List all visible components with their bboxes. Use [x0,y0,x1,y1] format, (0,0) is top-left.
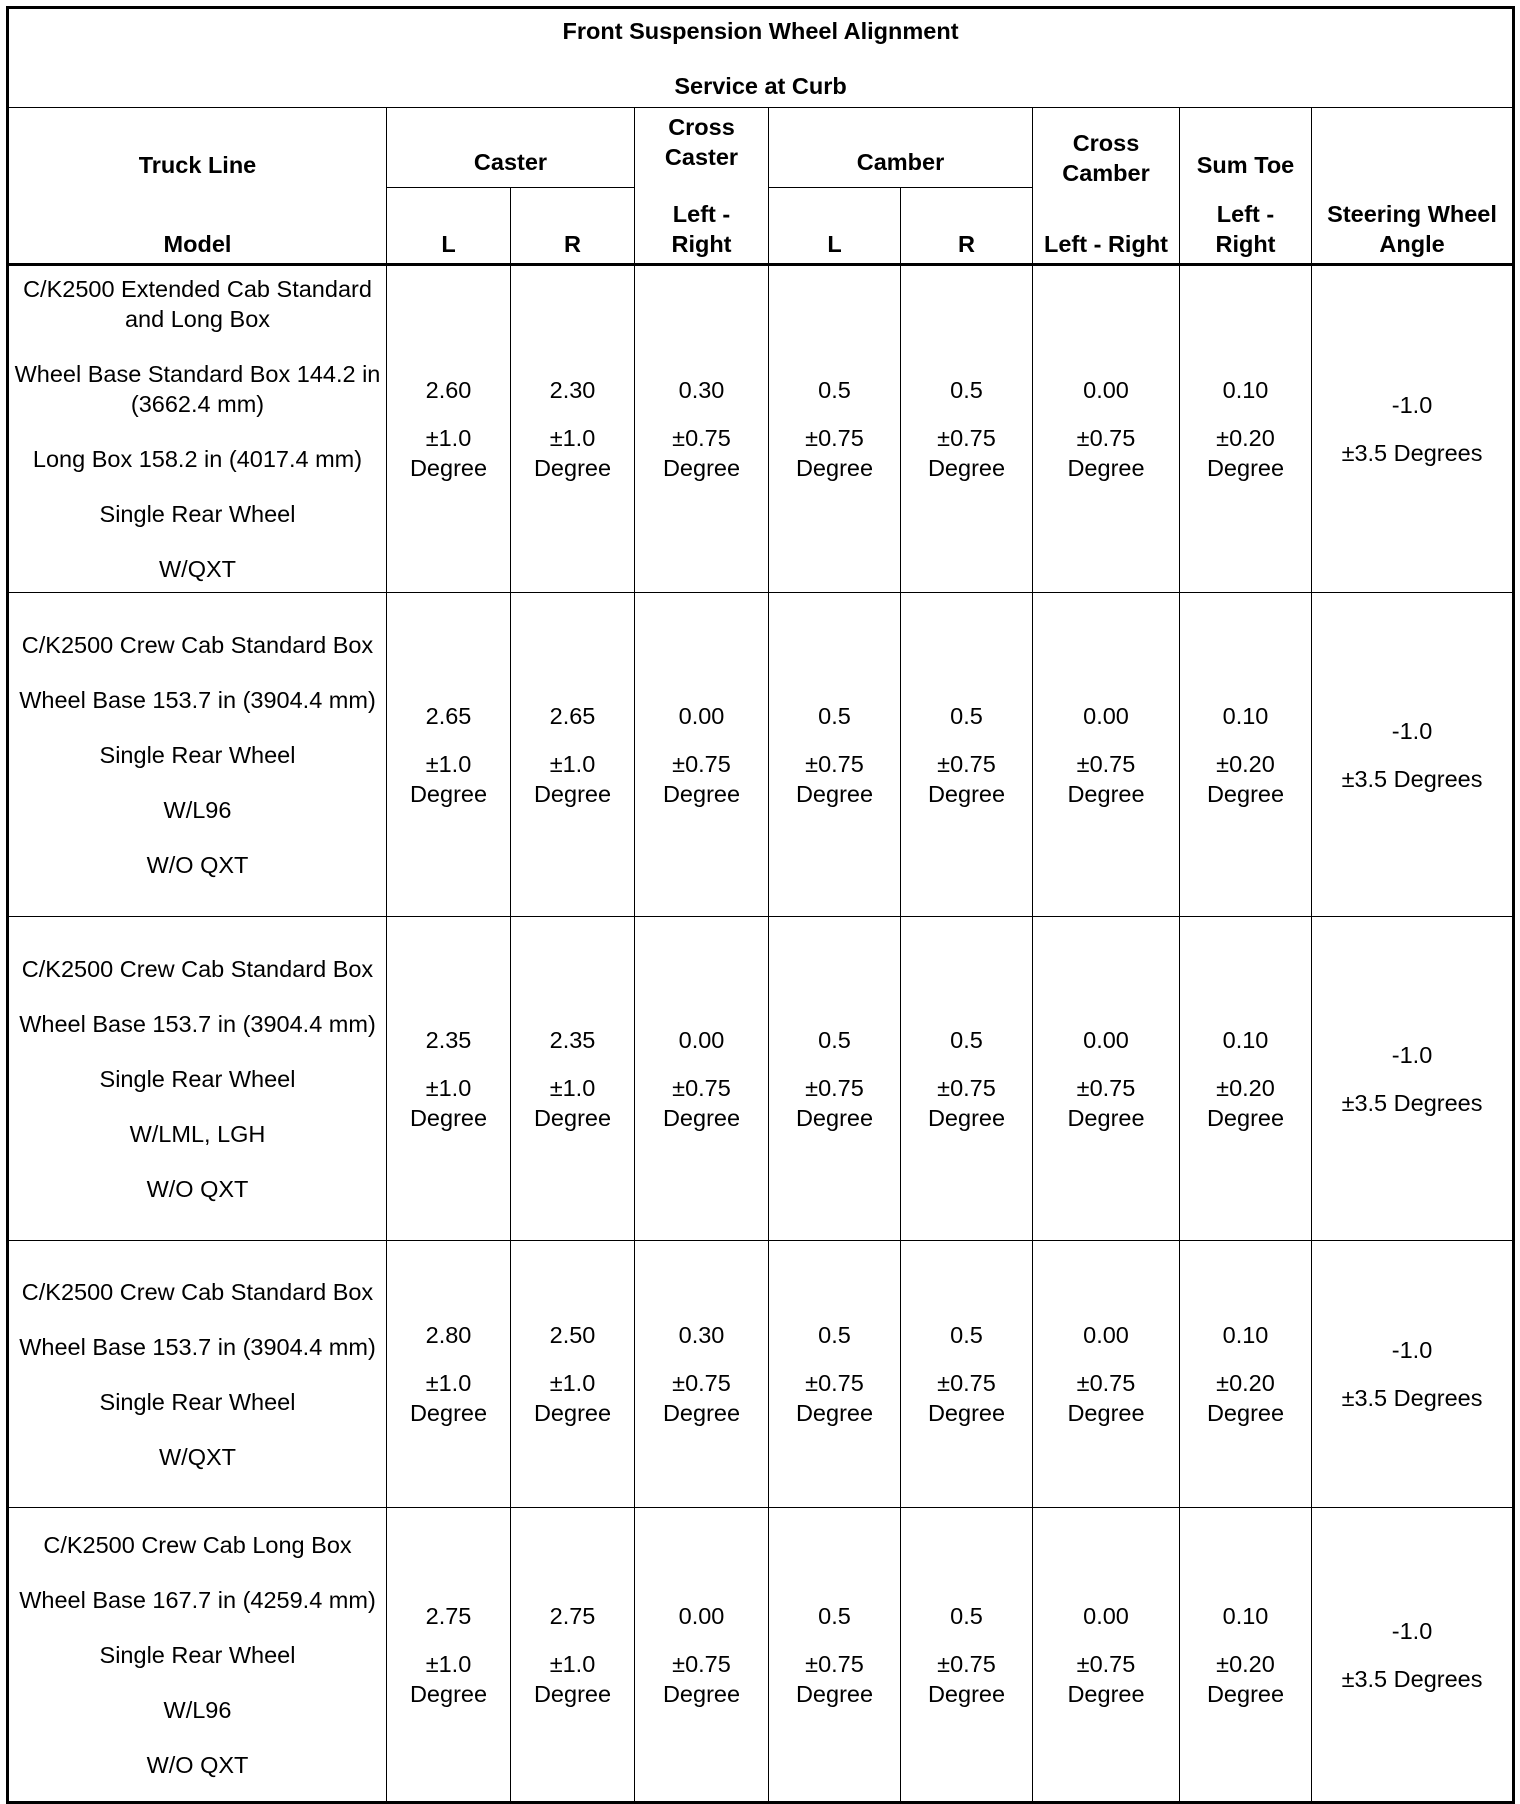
line-gap [905,731,1028,749]
line-gap [13,660,382,685]
unit-label: Degree [409,455,488,481]
header-cross-caster [635,108,769,188]
nominal-value: 0.00 [1083,1026,1129,1053]
line-gap [905,405,1028,423]
header-sum-toe-lr-line1: Left - [1216,201,1275,227]
header-caster: Caster [387,108,635,188]
unit-label: Degree [409,1680,488,1707]
header-caster-r: R [511,188,635,265]
nominal-value: 0.10 [1222,702,1269,729]
model-line: W/O QXT [146,851,249,878]
line-gap [391,1055,506,1073]
line-gap [773,1350,896,1368]
model-cell [8,1508,387,1803]
line-gap [639,405,764,423]
model-line: W/L96 [163,1696,232,1723]
unit-label: Degree [533,455,612,481]
value-cell-sum-toe [1180,1241,1312,1508]
alignment-spec-sheet [6,6,1512,1788]
value-cell-sum-toe [1180,265,1312,593]
tolerance-value: ±0.75 [805,1074,864,1101]
model-line: W/L96 [163,796,232,823]
unit-label: Degree [927,1400,1006,1426]
unit-label: Degree [1206,455,1285,481]
value-cell-sum-toe [1180,593,1312,917]
line-gap [773,1055,896,1073]
tolerance-value: ±0.75 [672,425,731,451]
value-cell-camber-r [901,265,1033,593]
tolerance-value: ±0.20 [1216,1074,1275,1101]
model-line: C/K2500 Crew Cab Standard Box [21,1278,374,1305]
unit-label: Degree [1206,1104,1285,1131]
model-line: Single Rear Wheel [99,741,296,768]
value-cell-cross-caster [635,593,769,917]
nominal-value: 0.5 [818,1322,851,1348]
unit-label: Degree [1206,780,1285,807]
unit-label: Degree [533,780,612,807]
nominal-value: 0.5 [950,377,983,403]
value-cell-sum-toe [1180,1508,1312,1803]
unit-label: Degree [795,1104,874,1131]
line-gap [13,1417,382,1442]
model-line: W/O QXT [146,1175,249,1202]
line-gap [639,1631,764,1649]
value-cell-cross-caster [635,265,769,593]
table-title: Front Suspension Wheel Alignment [562,17,959,44]
steering-nominal: -1.0 [1391,1617,1433,1644]
table-row [8,1508,1514,1803]
line-gap [1316,420,1508,438]
nominal-value: 2.75 [549,1602,596,1629]
tolerance-value: ±0.20 [1216,425,1275,451]
value-cell-caster-r [511,1508,635,1803]
model-line: C/K2500 Crew Cab Standard Box [21,631,374,658]
value-cell-caster-r [511,265,635,593]
tolerance-value: ±0.75 [1076,1370,1136,1396]
line-gap [1316,1365,1508,1383]
unit-label: Degree [533,1104,612,1131]
steering-nominal: -1.0 [1391,392,1433,418]
header-cross-caster-lr-line1: Left - [672,201,731,227]
steering-tolerance: ±3.5 Degrees [1341,1665,1483,1692]
header-camber-r: R [901,188,1033,265]
value-cell-cross-caster [635,917,769,1241]
header-camber-l: L [769,188,901,265]
value-cell-cross-caster [635,1508,769,1803]
nominal-value: 0.5 [950,702,983,729]
value-cell-caster-l [387,1508,511,1803]
tolerance-value: ±0.75 [1076,425,1136,451]
unit-label: Degree [1206,1680,1285,1707]
unit-label: Degree [1067,1104,1145,1131]
model-line: W/QXT [158,1443,237,1470]
value-cell-camber-l [769,1508,901,1803]
line-gap [1184,731,1307,749]
header-caster-l: L [387,188,511,265]
table-row [8,265,1514,593]
steering-tolerance: ±3.5 Degrees [1341,440,1483,466]
tolerance-value: ±0.75 [937,750,996,777]
value-cell-cross-camber [1033,265,1180,593]
table-subtitle: Service at Curb [674,72,847,99]
line-gap [1037,1055,1175,1073]
table-row [8,593,1514,917]
value-cell-camber-l [769,1241,901,1508]
model-line: C/K2500 Extended Cab Standard and Long Box [23,276,372,332]
nominal-value: 0.5 [950,1026,983,1053]
line-gap [13,334,382,359]
line-gap [639,731,764,749]
unit-label: Degree [662,1104,741,1131]
model-cell [8,917,387,1241]
line-gap [13,419,382,444]
line-gap [515,1055,630,1073]
line-gap [391,1631,506,1649]
model-line: Wheel Base 167.7 in (4259.4 mm) [19,1586,376,1613]
line-gap [13,1362,382,1387]
value-cell-caster-l [387,593,511,917]
line-gap [639,1350,764,1368]
value-cell-camber-r [901,1241,1033,1508]
line-gap [639,1055,764,1073]
nominal-value: 0.5 [818,1026,851,1053]
value-cell-cross-camber [1033,1508,1180,1803]
line-gap [13,825,382,850]
nominal-value: 0.00 [678,702,725,729]
value-cell-caster-r [511,917,635,1241]
unit-label: Degree [409,780,488,807]
header-cross-caster-lr [635,188,769,265]
unit-label: Degree [1206,1400,1285,1426]
unit-label: Degree [662,1680,741,1707]
nominal-value: 0.5 [818,702,851,729]
nominal-value: 0.5 [950,1602,983,1629]
model-line: C/K2500 Crew Cab Standard Box [21,955,374,982]
line-gap [13,474,382,499]
nominal-value: 2.65 [549,702,596,729]
model-line: Wheel Base 153.7 in (3904.4 mm) [19,1010,376,1037]
table-row [8,917,1514,1241]
unit-label: Degree [409,1104,488,1131]
nominal-value: 2.60 [425,377,472,403]
tolerance-value: ±0.20 [1216,750,1275,777]
tolerance-value: ±1.0 [425,425,472,451]
nominal-value: 0.10 [1222,377,1269,403]
tolerance-value: ±1.0 [549,425,596,451]
nominal-value: 2.30 [549,377,596,403]
model-line: Wheel Base 153.7 in (3904.4 mm) [19,1333,376,1360]
line-gap [515,1631,630,1649]
header-cross-camber-line1: Cross [1072,129,1140,156]
nominal-value: 0.00 [678,1026,725,1053]
tolerance-value: ±0.75 [672,1650,731,1677]
line-gap [905,1350,1028,1368]
tolerance-value: ±0.75 [937,1370,996,1396]
tolerance-value: ±1.0 [549,1074,596,1101]
line-gap [1316,746,1508,764]
unit-label: Degree [795,1400,874,1426]
header-steering-line2: Angle [1379,231,1445,257]
model-line: W/LML, LGH [129,1120,266,1147]
tolerance-value: ±0.75 [937,1074,996,1101]
value-cell-camber-l [769,265,901,593]
value-cell-camber-l [769,917,901,1241]
line-gap [1184,1055,1307,1073]
tolerance-value: ±1.0 [425,1370,472,1396]
unit-label: Degree [795,780,874,807]
header-steering-spacer [1312,108,1514,188]
line-gap [13,529,382,554]
nominal-value: 2.50 [549,1322,596,1348]
line-gap [1316,1646,1508,1664]
header-model: Model [8,188,387,265]
tolerance-value: ±1.0 [549,1370,596,1396]
steering-tolerance: ±3.5 Degrees [1341,1385,1483,1411]
header-cross-camber [1033,108,1180,188]
value-cell-steering [1312,917,1514,1241]
tolerance-value: ±0.20 [1216,1650,1275,1677]
value-cell-caster-l [387,265,511,593]
unit-label: Degree [927,455,1006,481]
unit-label: Degree [533,1400,612,1426]
unit-label: Degree [1067,1680,1145,1707]
unit-label: Degree [927,1680,1006,1707]
line-gap [905,1055,1028,1073]
nominal-value: 2.35 [549,1026,596,1053]
line-gap [1316,1070,1508,1088]
nominal-value: 0.5 [950,1322,983,1348]
line-gap [391,1350,506,1368]
tolerance-value: ±1.0 [549,1650,596,1677]
value-cell-camber-r [901,1508,1033,1803]
header-camber: Camber [769,108,1033,188]
model-line: W/O QXT [146,1751,249,1778]
tolerance-value: ±1.0 [425,1074,472,1101]
model-line: Wheel Base 153.7 in (3904.4 mm) [19,686,376,713]
header-sum-toe: Sum Toe [1180,108,1312,188]
tolerance-value: ±0.75 [937,1650,996,1677]
value-cell-steering [1312,265,1514,593]
unit-label: Degree [795,455,874,481]
line-gap [391,405,506,423]
header-sum-toe-lr [1180,188,1312,265]
tolerance-value: ±0.75 [672,750,731,777]
value-cell-cross-camber [1033,917,1180,1241]
header-steering-line1: Steering Wheel [1327,201,1497,227]
line-gap [1037,405,1175,423]
value-cell-cross-caster [635,1241,769,1508]
unit-label: Degree [662,780,741,807]
line-gap [13,1615,382,1640]
unit-label: Degree [662,1400,741,1426]
nominal-value: 0.10 [1222,1602,1269,1629]
line-gap [13,1039,382,1064]
line-gap [13,1725,382,1750]
line-gap [13,1307,382,1332]
table-title-cell [8,8,1514,108]
unit-label: Degree [662,455,741,481]
nominal-value: 2.80 [425,1322,472,1348]
line-gap [515,1350,630,1368]
unit-label: Degree [927,780,1006,807]
value-cell-caster-l [387,917,511,1241]
tolerance-value: ±1.0 [425,750,472,777]
tolerance-value: ±0.75 [805,425,864,451]
line-gap [1184,405,1307,423]
table-body [8,265,1514,1803]
header-cross-camber-line2: Camber [1062,159,1150,186]
model-cell [8,593,387,917]
value-cell-steering [1312,1508,1514,1803]
model-line: W/QXT [158,556,237,582]
line-gap [773,1631,896,1649]
nominal-value: 0.30 [678,1322,725,1348]
nominal-value: 0.30 [678,377,725,403]
unit-label: Degree [795,1680,874,1707]
nominal-value: 0.00 [1083,702,1129,729]
line-gap [773,731,896,749]
nominal-value: 0.5 [818,377,851,403]
header-truck-line: Truck Line [8,108,387,188]
unit-label: Degree [533,1680,612,1707]
tolerance-value: ±0.75 [805,1650,864,1677]
header-sum-toe-lr-line2: Right [1215,231,1276,257]
tolerance-value: ±0.75 [937,425,996,451]
nominal-value: 0.5 [818,1602,851,1629]
line-gap [13,1094,382,1119]
steering-nominal: -1.0 [1391,717,1433,744]
value-cell-sum-toe [1180,917,1312,1241]
value-cell-caster-l [387,1241,511,1508]
alignment-table [6,6,1515,1804]
steering-nominal: -1.0 [1391,1041,1433,1068]
value-cell-caster-r [511,593,635,917]
model-cell [8,1241,387,1508]
header-steering-wheel-angle [1312,188,1514,265]
model-line: Single Rear Wheel [99,1641,296,1668]
steering-tolerance: ±3.5 Degrees [1341,1089,1483,1116]
model-line: Wheel Base Standard Box 144.2 in (3662.4 mm) [14,361,381,417]
model-line: Long Box 158.2 in (4017.4 mm) [32,446,363,472]
tolerance-value: ±1.0 [549,750,596,777]
line-gap [1037,1350,1175,1368]
tolerance-value: ±0.75 [1076,1074,1136,1101]
tolerance-value: ±0.75 [805,750,864,777]
value-cell-steering [1312,1241,1514,1508]
value-cell-cross-camber [1033,593,1180,917]
tolerance-value: ±0.75 [1076,750,1136,777]
unit-label: Degree [1067,780,1145,807]
model-line: C/K2500 Crew Cab Long Box [43,1531,352,1558]
tolerance-value: ±0.20 [1216,1370,1275,1396]
line-gap [13,1670,382,1695]
value-cell-camber-l [769,593,901,917]
line-gap [13,984,382,1009]
value-cell-camber-r [901,593,1033,917]
header-cross-caster-lr-line2: Right [671,231,732,257]
unit-label: Degree [927,1104,1006,1131]
line-gap [1184,1631,1307,1649]
model-line: Single Rear Wheel [99,501,296,527]
line-gap [905,1631,1028,1649]
line-gap [1037,1631,1175,1649]
nominal-value: 0.00 [1083,377,1129,403]
unit-label: Degree [409,1400,488,1426]
tolerance-value: ±0.75 [672,1074,731,1101]
line-gap [515,731,630,749]
value-cell-cross-camber [1033,1241,1180,1508]
line-gap [13,1560,382,1585]
steering-nominal: -1.0 [1391,1337,1433,1363]
header-cross-caster-line2: Caster [664,144,739,170]
nominal-value: 0.10 [1222,1322,1269,1348]
line-gap [515,405,630,423]
unit-label: Degree [1067,1400,1145,1426]
line-gap [13,1149,382,1174]
nominal-value: 2.65 [425,702,472,729]
nominal-value: 2.75 [425,1602,472,1629]
tolerance-value: ±0.75 [1076,1650,1136,1677]
tolerance-value: ±0.75 [805,1370,864,1396]
line-gap [13,770,382,795]
steering-tolerance: ±3.5 Degrees [1341,765,1483,792]
tolerance-value: ±0.75 [672,1370,731,1396]
line-gap [391,731,506,749]
unit-label: Degree [1067,455,1145,481]
nominal-value: 0.00 [1083,1322,1129,1348]
nominal-value: 2.35 [425,1026,472,1053]
model-cell [8,265,387,593]
value-cell-steering [1312,593,1514,917]
tolerance-value: ±1.0 [425,1650,472,1677]
line-gap [1184,1350,1307,1368]
nominal-value: 0.00 [678,1602,725,1629]
nominal-value: 0.00 [1083,1602,1129,1629]
table-row [8,1241,1514,1508]
line-gap [13,715,382,740]
line-gap [773,405,896,423]
header-cross-caster-line1: Cross [668,114,735,140]
value-cell-camber-r [901,917,1033,1241]
model-line: Single Rear Wheel [99,1388,296,1415]
model-line: Single Rear Wheel [99,1065,296,1092]
nominal-value: 0.10 [1222,1026,1269,1053]
value-cell-caster-r [511,1241,635,1508]
line-gap [1037,731,1175,749]
header-cross-camber-lr: Left - Right [1033,188,1180,265]
